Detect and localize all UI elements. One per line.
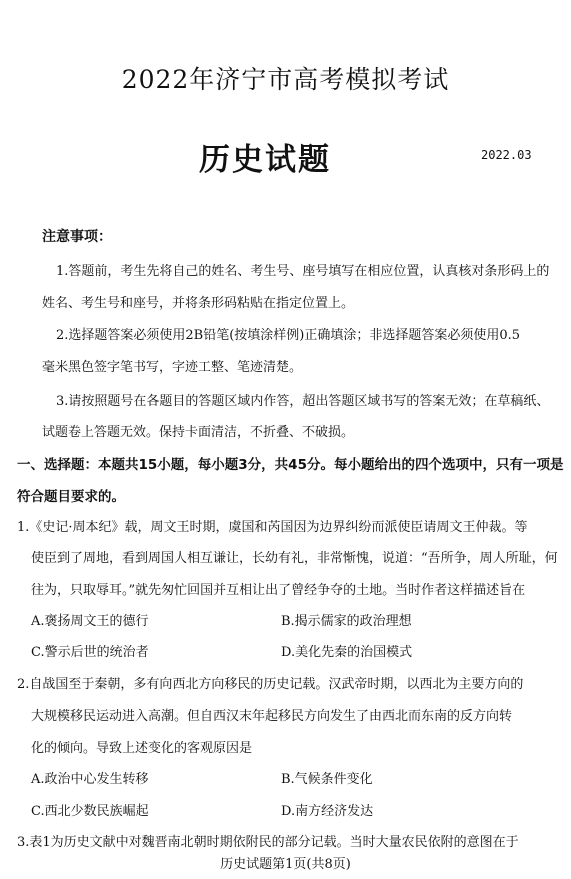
exam-title: 2022年济宁市高考模拟考试 <box>121 65 450 94</box>
section-instruction: 一、选择题：本题共15小题，每小题3分，共45分。每小题给出的四个选项中，只有一项是 <box>17 457 564 473</box>
question-3-text: 3.表1为历史文献中对魏晋南北朝时期依附民的部分记载。当时大量农民依附的意图在于 <box>17 835 519 850</box>
notice-line: 2.选择题答案必须使用2B铅笔(按填涂样例)正确填涂；非选择题答案必须使用0.5 <box>56 328 521 343</box>
notice-line: 毫米黑色签字笔书写，字迹工整、笔迹清楚。 <box>42 360 303 375</box>
notice-line: 3.请按照题号在各题目的答题区域内作答，超出答题区域书写的答案无效；在草稿纸、 <box>56 394 550 409</box>
notice-line: 姓名、考生号和座号，并将条形码粘贴在指定位置上。 <box>42 296 355 311</box>
page-footer: 历史试题第1页(共8页) <box>220 857 351 872</box>
question-1-option-a: A.褒扬周文王的德行 <box>31 614 149 629</box>
question-1-text: 1.《史记·周本纪》载，周文王时期，虞国和芮国因为边界纠纷而派使臣请周文王仲裁。等 <box>17 520 528 535</box>
question-2-text: 2.自战国至于秦朝，多有向西北方向移民的历史记载。汉武帝时期，以西北为主要方向的 <box>17 677 524 692</box>
question-1-text: 使臣到了周地，看到周国人相互谦让，长幼有礼，非常惭愧，说道：“吾所争，周人所耻，何 <box>31 551 558 566</box>
subject-title: 历史试题 <box>199 142 331 178</box>
question-2-option-c: C.西北少数民族崛起 <box>31 804 149 819</box>
notice-line: 1.答题前，考生先将自己的姓名、考生号、座号填写在相应位置，认真核对条形码上的 <box>56 264 550 279</box>
question-2-text: 大规模移民运动进入高潮。但自西汉末年起移民方向发生了由西北而东南的反方向转 <box>31 709 513 724</box>
question-1-text: 往为，只取辱耳。”就先匆忙回国并互相让出了曾经争夺的土地。当时作者这样描述旨在 <box>31 583 526 598</box>
question-2-option-a: A.政治中心发生转移 <box>31 772 149 787</box>
question-2-option-d: D.南方经济发达 <box>281 804 374 819</box>
section-instruction: 符合题目要求的。 <box>17 489 125 505</box>
question-2-text: 化的倾向。导致上述变化的客观原因是 <box>31 741 253 756</box>
question-1-option-c: C.警示后世的统治者 <box>31 645 149 660</box>
notice-line: 试题卷上答题无效。保持卡面清洁，不折叠、不破损。 <box>42 425 355 440</box>
question-2-option-b: B.气候条件变化 <box>281 772 373 787</box>
question-1-option-b: B.揭示儒家的政治理想 <box>281 614 412 629</box>
exam-date: 2022.03 <box>481 148 532 162</box>
notice-heading: 注意事项： <box>42 229 112 245</box>
question-1-option-d: D.美化先秦的治国模式 <box>281 645 413 660</box>
